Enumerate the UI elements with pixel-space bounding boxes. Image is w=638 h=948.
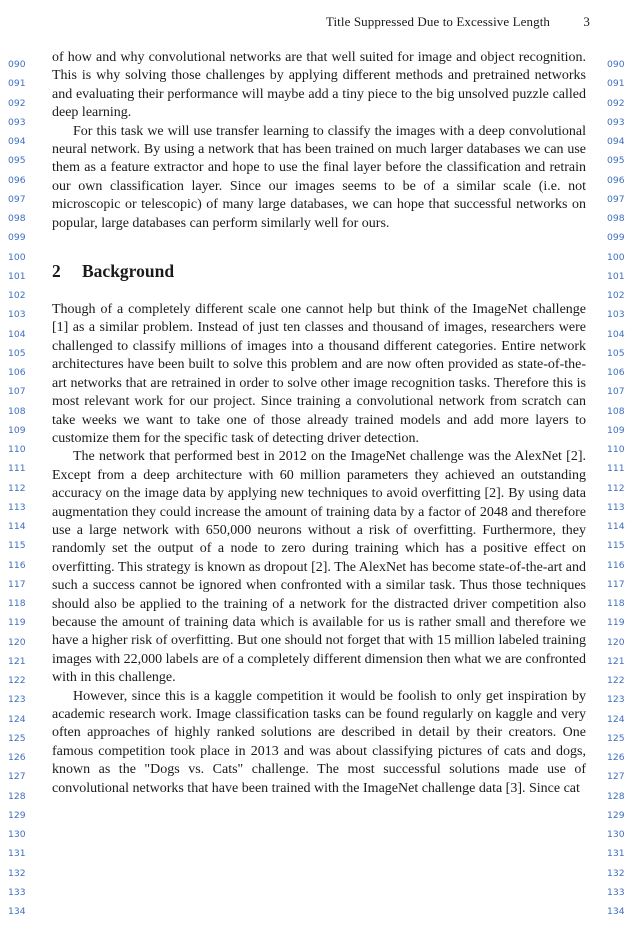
line-number: 128: [8, 790, 26, 802]
line-number: 121: [8, 655, 26, 667]
line-number: 110: [607, 444, 625, 455]
line-number: 096: [607, 174, 625, 186]
running-title: Title Suppressed Due to Excessive Length: [325, 14, 551, 29]
line-number: 092: [8, 97, 26, 109]
line-number: 120: [8, 636, 26, 648]
line-number: 092: [607, 97, 625, 109]
line-number: 108: [8, 405, 26, 417]
line-number: 094: [8, 136, 26, 147]
line-number: 115: [607, 540, 625, 552]
line-number: 128: [607, 790, 625, 802]
line-number: 090: [8, 59, 26, 70]
line-number: 093: [8, 116, 26, 128]
line-number: 117: [607, 578, 625, 590]
page-number: 3: [583, 14, 590, 29]
line-number: 109: [8, 424, 26, 436]
line-number: 100: [607, 251, 625, 263]
page-body: [52, 49, 586, 798]
line-number: 103: [607, 309, 625, 321]
line-number: 113: [8, 501, 26, 513]
line-number: 122: [8, 675, 26, 686]
line-number: 118: [607, 598, 625, 609]
line-number: 120: [607, 636, 625, 648]
line-number: 103: [8, 309, 26, 321]
line-number: 117: [8, 578, 26, 590]
line-number: 132: [607, 867, 625, 879]
line-number: 091: [607, 78, 625, 90]
running-header: [52, 14, 590, 30]
line-number: 132: [8, 867, 26, 879]
line-number: 133: [607, 886, 625, 898]
line-number: 095: [607, 155, 625, 167]
line-number: 102: [8, 290, 26, 301]
line-number: 097: [8, 193, 26, 205]
paragraph: For this task we will use transfer learning to classify the images with a deep convolutional neural network. By using a network that has been trained on much larger databases we can use them as a feature extractor and hope to use the final layer before the classification and retrain our own classification layer. Since our images seems to be of a similar scale (i.e. not microscopic or telescopic) of many large databases, we can hope that successful networks on popular, large databases can perform similarly well for ours.: [52, 123, 586, 231]
section-heading: [52, 260, 586, 282]
line-number: 104: [607, 328, 625, 340]
line-number: 111: [607, 463, 625, 475]
line-number: 123: [8, 694, 26, 706]
line-number: 127: [8, 771, 26, 783]
line-number: 131: [8, 848, 26, 860]
line-number: 125: [8, 732, 26, 744]
line-number: 113: [607, 501, 625, 513]
section-number: 2: [52, 261, 61, 282]
line-number: 100: [8, 251, 26, 263]
section-title: Background: [82, 261, 175, 282]
line-number: 098: [607, 213, 625, 224]
line-number: 127: [607, 771, 625, 783]
line-number: 108: [607, 405, 625, 417]
line-number: 098: [8, 213, 26, 224]
line-number: 101: [607, 270, 625, 282]
line-number: 099: [607, 232, 625, 244]
line-number: 093: [607, 116, 625, 128]
line-number: 105: [607, 347, 625, 359]
line-number: 134: [8, 906, 26, 917]
line-number: 112: [8, 482, 26, 494]
line-number: 109: [607, 424, 625, 436]
line-number: 121: [607, 655, 625, 667]
line-number: 126: [607, 752, 625, 763]
line-number: 129: [607, 809, 625, 821]
line-number: 115: [8, 540, 26, 552]
line-number: 094: [607, 136, 625, 147]
line-number: 119: [8, 617, 26, 629]
line-number: 096: [8, 174, 26, 186]
line-number: 102: [607, 290, 625, 301]
line-number: 126: [8, 752, 26, 763]
line-number: 124: [8, 713, 26, 725]
line-number: 123: [607, 694, 625, 706]
line-number: 090: [607, 59, 625, 70]
line-number: 133: [8, 886, 26, 898]
line-number: 112: [607, 482, 625, 494]
line-number: 116: [8, 559, 26, 571]
line-number: 122: [607, 675, 625, 686]
line-number: 106: [8, 367, 26, 378]
line-number: 107: [8, 386, 26, 398]
line-number: 104: [8, 328, 26, 340]
line-number: 125: [607, 732, 625, 744]
line-number: 106: [607, 367, 625, 378]
line-number: 091: [8, 78, 26, 90]
line-number: 111: [8, 463, 26, 475]
line-number: 114: [607, 521, 625, 532]
line-number: 107: [607, 386, 625, 398]
line-number: 110: [8, 444, 26, 455]
line-number: 114: [8, 521, 26, 532]
line-number: 119: [607, 617, 625, 629]
line-number: 097: [607, 193, 625, 205]
line-number: 131: [607, 848, 625, 860]
line-number: 118: [8, 598, 26, 609]
line-number: 099: [8, 232, 26, 244]
line-number: 129: [8, 809, 26, 821]
line-number: 134: [607, 906, 625, 917]
line-number: 124: [607, 713, 625, 725]
line-number: 130: [8, 829, 26, 840]
paragraph: of how and why convolutional networks are that well suited for image and object recognition. This is why solving those challenges by applying different methods and pretrained networks and evaluating their performance will maybe add a tiny piece to the big unsolved puzzle called deep learning.: [52, 50, 586, 121]
line-number: 095: [8, 155, 26, 167]
line-number: 101: [8, 270, 26, 282]
line-number: 130: [607, 829, 625, 840]
paragraph: Though of a completely different scale one cannot help but think of the ImageNet challenge [1] as a similar problem. Instead of just ten classes and thousand of images, researchers were challenged to classify millions of images into a thousand different categories. Entire network architectures have been built to solve this problem and are now often provided as state-of-the-art networks that are retrained in order to solve other image recognition tasks. Therefore this is most relevant work for our project. Since training a convolutional network from scratch can take weeks we want to take one of those already trained models and add more layers to customize them for the specific task of detecting driver detection.: [52, 302, 586, 446]
line-number: 116: [607, 559, 625, 571]
line-number: 105: [8, 347, 26, 359]
paragraph: However, since this is a kaggle competition it would be foolish to only get inspiration by academic research work. Image classification tasks can be found regularly on kaggle and very often approaches of highly ranked solutions are described in detail by their creators. One famous competition took place in 2013 and was about classifying pictures of cats and dogs, known as the "Dogs vs. Cats" challenge. The most successful solutions made use of convolutional networks that have been trained with the ImageNet challenge data [3]. Since cat: [52, 688, 586, 796]
paragraph: The network that performed best in 2012 on the ImageNet challenge was the AlexNet [2]. Except from a deep architecture with 60 million parameters they achieved an outstanding accuracy on the image data by applying new techniques to avoid overfitting [2]. By using data augmentation they could increase the amount of training data by a factor of 2048 and therefore use a large network with 650,000 neurons without a risk of overfitting. Furthermore, they randomly set the output of a node to zero during training which has a positive effect on overfitting. This strategy is known as dropout [2]. The AlexNet has become state-of-the-art and such a success cannot be ignored when confronted with a similar task. Thus those techniques should also be applied to the training of a network for the distracted driver competition also because the amount of training data which is available for us is rather small and therefore we have a higher risk of overfitting. But one should not forget that with 15 million labeled training images with 22,000 labels are of a completely different dimension then what we are confronted with in this challenge.: [52, 449, 586, 686]
